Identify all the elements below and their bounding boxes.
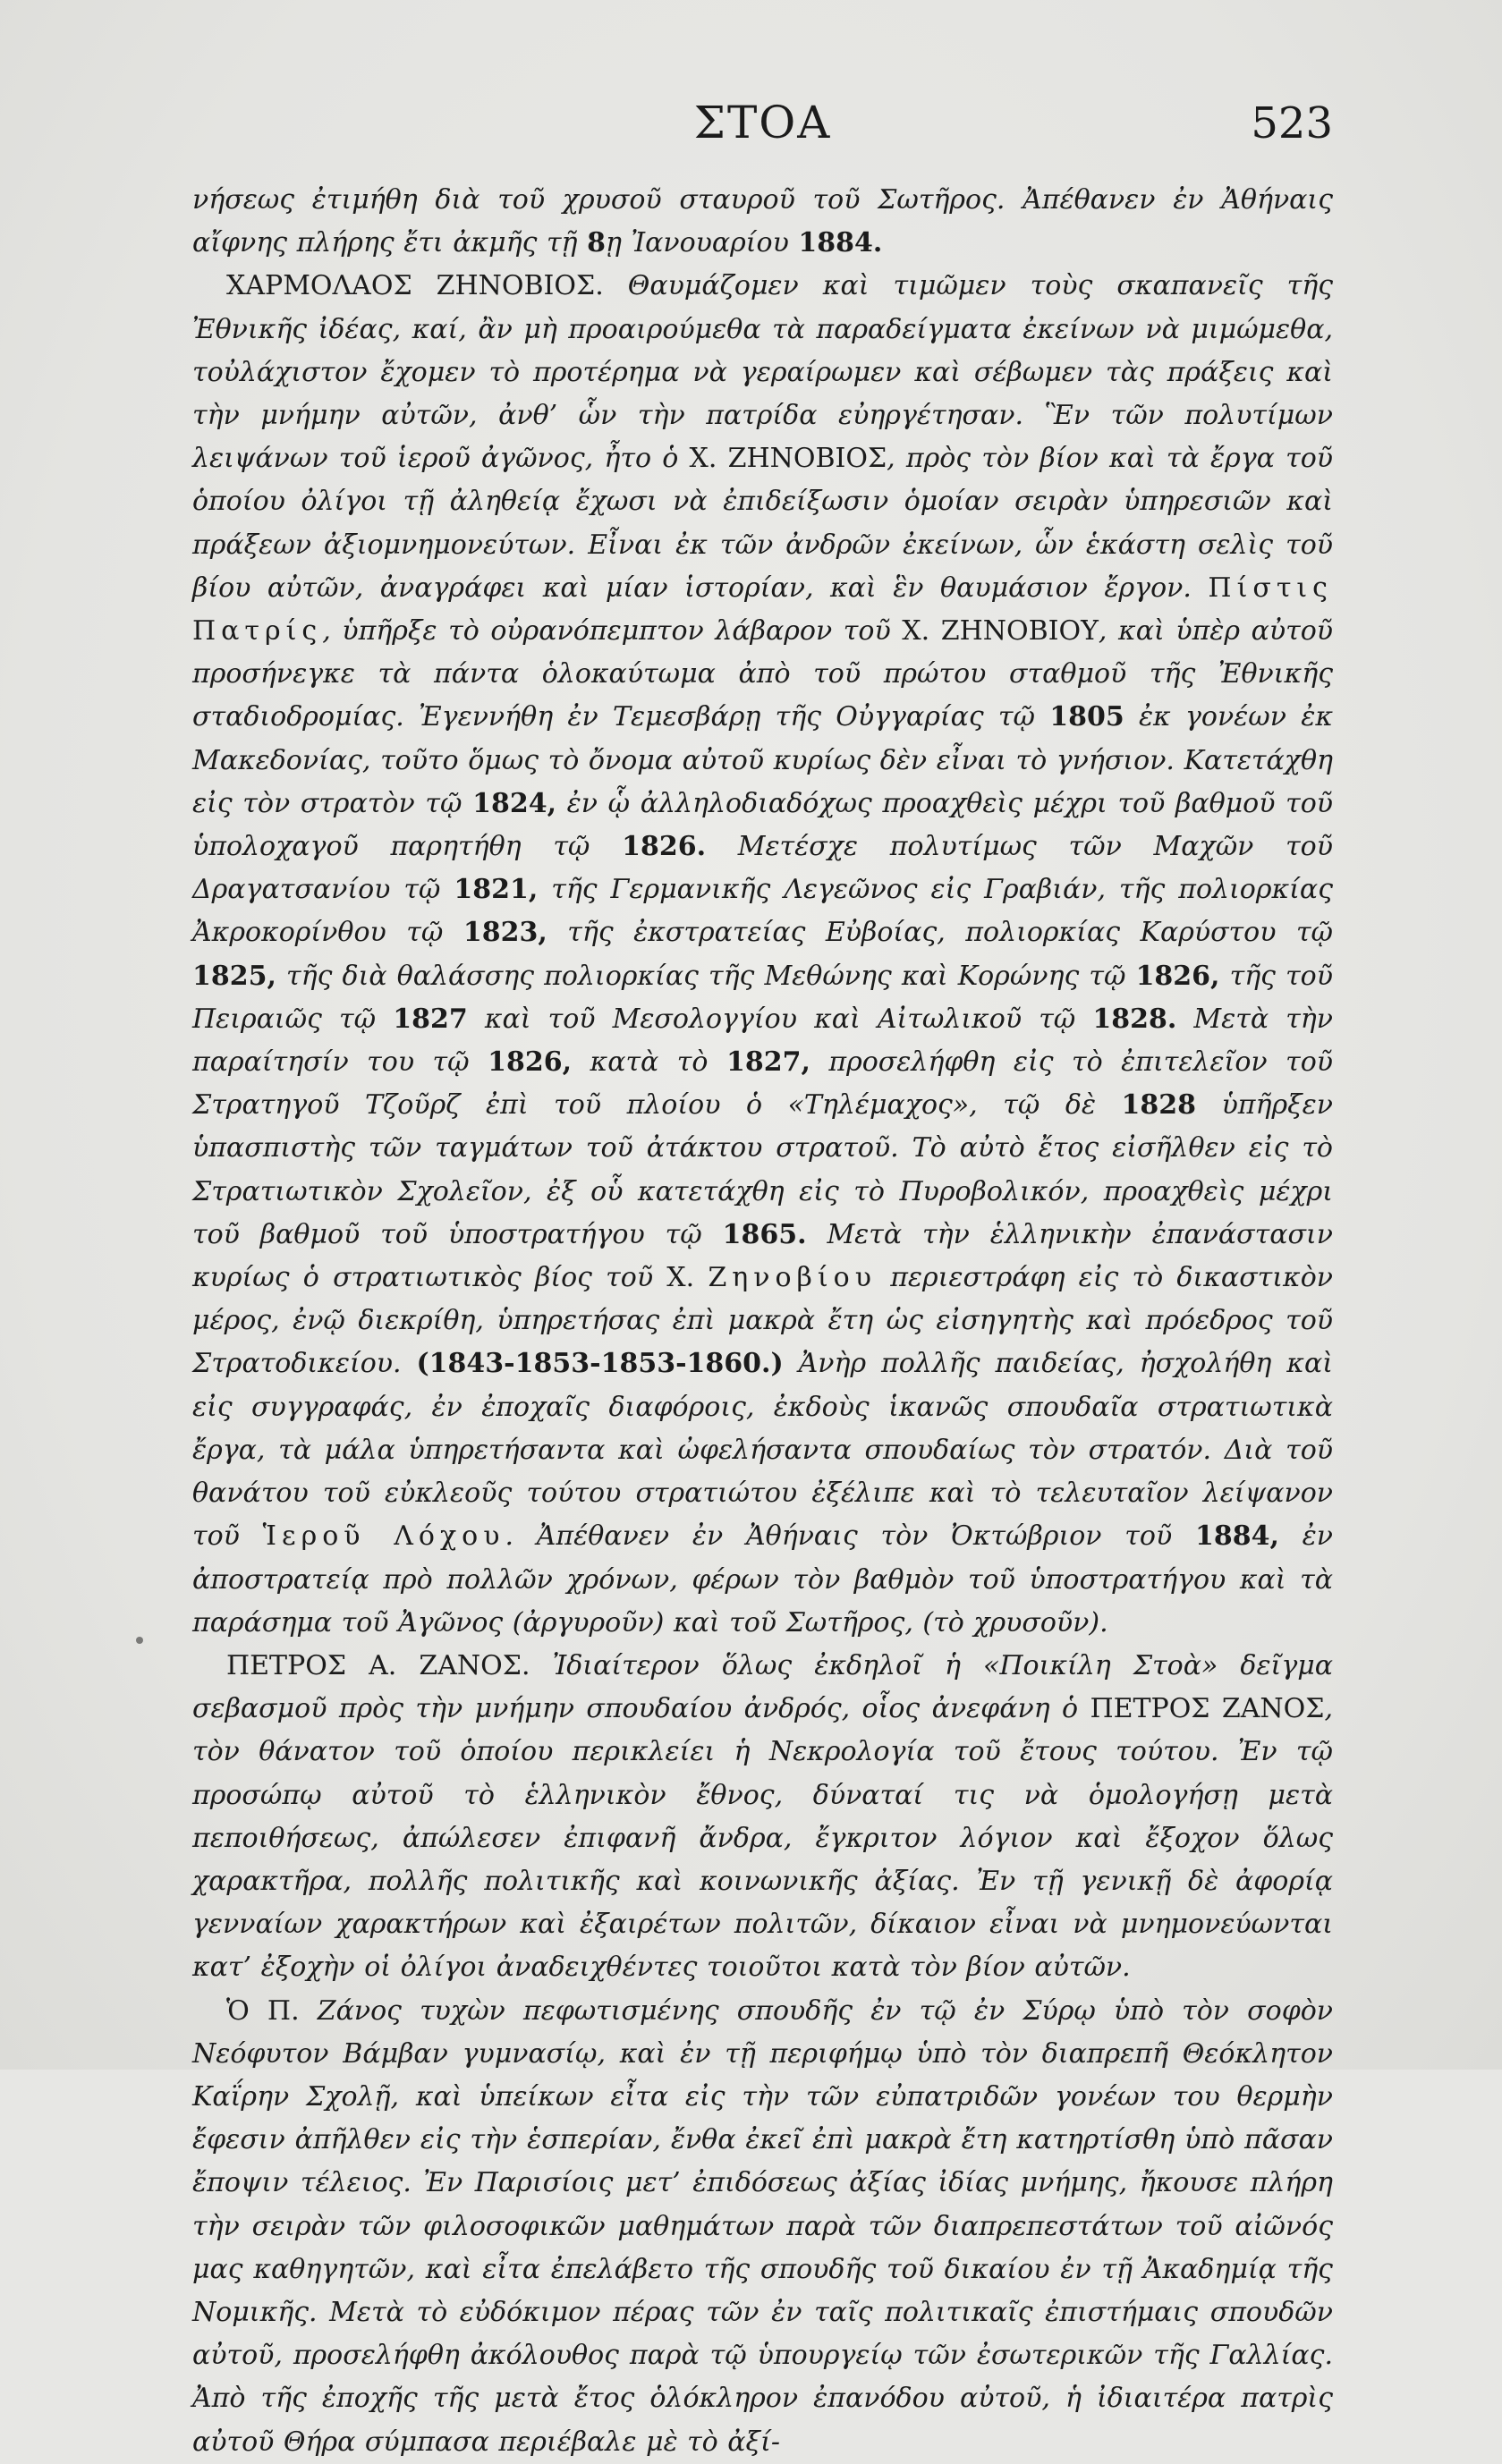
text-run: Πίστις Πατρίς	[192, 572, 1333, 648]
text-run: ΧΑΡΜΟΛΑΟΣ ΖΗΝΟΒΙΟΣ.	[226, 270, 604, 302]
text-run: 1825,	[192, 960, 276, 992]
text-run: Ὁ Π.	[226, 1994, 300, 2027]
text-run: τῆς τοῦ Πειραιῶς τῷ	[192, 960, 1333, 1035]
text-run: 1884.	[798, 227, 883, 259]
text-run: ΠΕΤΡΟΣ ΖΑΝΟΣ	[1090, 1693, 1325, 1725]
text-run: , πρὸς τὸν βίον καὶ τὰ ἔργα τοῦ ὁποίου ὀλίγοι τῇ ἀληθείᾳ ἔχωσι νὰ ἐπιδείξωσιν ὁμοίαν σειρὰν ὑπηρεσιῶν καὶ πράξεων ἀξιομνημονεύτων. Εἶναι ἐκ τῶν ἀνδρῶν ἐκείνων, ὧν ἑκάστη σελὶς τοῦ βίου αὐτῶν, ἀναγράφει καὶ μίαν ἱστορίαν, καὶ ἓν θαυμάσιον ἔργον.	[192, 443, 1333, 604]
text-run: καὶ τοῦ Μεσολογγίου καὶ Αἰτωλικοῦ τῷ	[467, 1003, 1093, 1035]
text-run: ἐν ἀποστρατείᾳ πρὸ πολλῶν χρόνων, φέρων τὸν βαθμὸν τοῦ ὑποστρατήγου καὶ τὰ παράσημα τοῦ Ἀγῶνος (ἀργυροῦν) καὶ τοῦ Σωτῆρος, (τὸ χρυσοῦν).	[192, 1520, 1334, 1638]
print-speck	[136, 1637, 143, 1644]
text-run: τῆς διὰ θαλάσσης πολιορκίας τῆς Μεθώνης καὶ Κορώνης τῷ	[276, 960, 1136, 992]
paragraph	[192, 1990, 1333, 2464]
text-run: 1826,	[1135, 960, 1220, 992]
text-run: Ἀνὴρ πολλῆς παιδείας, ἠσχολήθη καὶ εἰς συγγραφάς, ἐν ἐποχαῖς διαφόροις, ἐκδοὺς ἱκανῶς σπουδαῖα στρατιωτικὰ ἔργα, τὰ μάλα ὑπηρετήσαντα καὶ ὠφελήσαντα σπουδαίως τὸν στρατόν. Διὰ τοῦ θανάτου τοῦ εὐκλεοῦς τούτου στρατιώτου ἐξέλιπε καὶ τὸ τελευταῖον λείψανον τοῦ	[192, 1348, 1333, 1553]
text-run: Χ. ΖΗΝΟΒΙΟΥ	[902, 615, 1099, 648]
text-run	[694, 1262, 708, 1293]
text-run: νήσεως ἐτιμήθη διὰ τοῦ χρυσοῦ σταυροῦ τοῦ Σωτῆρος.	[192, 184, 1023, 216]
text-run: 1826.	[622, 831, 707, 863]
text-run: Θαυμάζομεν καὶ τιμῶμεν τοὺς σκαπανεῖς τῆς Ἐθνικῆς ἰδέας, καί, ἂν μὴ προαιρούμεθα τὰ παραδείγματα ἐκείνων νὰ μιμώμεθα, τοὐλάχιστον ἔχομεν τὸ προτέρημα νὰ γεραίρωμεν καὶ σέβωμεν τὰς πράξεις καὶ τὴν μνήμην αὐτῶν, ἀνθ’ ὧν τὴν πατρίδα εὐηργέτησαν. Ἓν τῶν πολυτίμων λειψάνων τοῦ ἱεροῦ ἀγῶνος, ἦτο ὁ	[192, 270, 1333, 475]
text-run: 1827	[393, 1003, 468, 1035]
text-run: 1821,	[454, 874, 539, 906]
text-run: . Ἀπέθανεν ἐν Ἀθήναις τὸν Ὀκτώβριον τοῦ	[505, 1520, 1195, 1553]
text-run: Μετὰ τὴν παραίτησίν του τῷ	[192, 1003, 1334, 1079]
text-run: 1828.	[1092, 1003, 1177, 1035]
text-run: ῃ Ἰανουαρίου	[605, 227, 799, 259]
text-run: Χ.	[666, 1262, 695, 1294]
text-run: 1827,	[726, 1046, 810, 1079]
paragraph	[192, 265, 1333, 1645]
text-run: Ἀπέθανεν ἐν Ἀθήναις αἴφνης πλήρης ἔτι ἀκμῆς τῇ	[192, 184, 1333, 259]
paragraph	[192, 179, 1333, 265]
text-run: Ἰδιαίτερον ὅλως ἐκδηλοῖ ἡ «Ποικίλη Στοὰ» δεῖγμα σεβασμοῦ πρὸς τὴν μνήμην σπουδαίου ἀνδρός, οἷος ἀνεφάνη ὁ	[192, 1649, 1334, 1725]
text-run: προσελήφθη εἰς τὸ ἐπιτελεῖον τοῦ Στρατηγοῦ Τζοῦρζ ἐπὶ τοῦ πλοίου ὁ «Τηλέμαχος», τῷ δὲ	[192, 1046, 1334, 1122]
text-run: 1823,	[462, 917, 547, 949]
body-text	[192, 179, 1333, 2464]
text-run: 1824,	[472, 787, 557, 819]
text-run: Ζάνος τυχὼν πεφωτισμένης σπουδῆς ἐν τῷ ἐν Σύρῳ ὑπὸ τὸν σοφὸν Νεόφυτον Βάμβαν γυμνασίῳ, καὶ ἐν τῇ περιφήμῳ ὑπὸ τὸν διαπρεπῆ Θεόκλητον Καΐρην Σχολῇ, καὶ ὑπείκων εἶτα εἰς τὴν τῶν εὐπατριδῶν γονέων του θερμὴν ἔφεσιν ἀπῆλθεν εἰς τὴν ἑσπερίαν, ἔνθα ἐκεῖ ἐπὶ μακρὰ ἔτη κατηρτίσθη ὑπὸ πᾶσαν ἔποψιν τέλειος. Ἐν Παρισίοις μετ’ ἐπιδόσεως ἀξίας ἰδίας μνήμης, ἤκουσε πλήρη τὴν σειρὰν τῶν φιλοσοφικῶν μαθημάτων παρὰ τῶν διαπρεπεστάτων τοῦ αἰῶνός μας καθηγητῶν, καὶ εἶτα ἐπελάβετο τῆς σπουδῆς τοῦ δικαίου ἐν τῇ Ἀκαδημίᾳ τῆς Νομικῆς. Μετὰ τὸ εὐδόκιμον πέρας τῶν ἐν ταῖς πολιτικαῖς ἐπιστήμαις σπουδῶν αὐτοῦ, προσελήφθη ἀκόλουθος παρὰ τῷ ὑπουργείῳ τῶν ἐσωτερικῶν τῆς Γαλλίας. Ἀπὸ τῆς ἐποχῆς τῆς μετὰ ἔτος ὁλόκληρον ἐπανόδου αὐτοῦ, ἡ ἰδιαιτέρα πατρὶς αὐτοῦ Θήρα σύμπασα περιέβαλε μὲ τὸ ἀξί-	[192, 1994, 1333, 2458]
text-run: τῆς Γερμανικῆς Λεγεῶνος εἰς Γραβιάν, τῆς πολιορκίας Ἀκροκορίνθου τῷ	[192, 874, 1333, 949]
text-run: ΠΕΤΡΟΣ Α. ΖΑΝΟΣ.	[226, 1649, 530, 1681]
text-run: 1828	[1121, 1089, 1197, 1122]
text-run: Μετέσχε πολυτίμως τῶν Μαχῶν τοῦ Δραγατσανίου τῷ	[192, 831, 1333, 906]
text-run: 1865.	[722, 1218, 807, 1250]
text-run: ἐκ γονέων ἐκ Μακεδονίας, τοῦτο ὅμως τὸ ὄνομα αὐτοῦ κυρίως δὲν εἶναι τὸ γνήσιον. Κατετάχθη εἰς τὸν στρατὸν τῷ	[192, 701, 1333, 819]
text-run: , τὸν θάνατον τοῦ ὁποίου περικλείει ἡ Νεκρολογία τοῦ ἔτους τούτου. Ἐν τῷ προσώπῳ αὐτοῦ τὸ ἑλληνικὸν ἔθνος, δύναταί τις νὰ ὁμολογήσῃ μετὰ πεποιθήσεως, ἀπώλεσεν ἐπιφανῆ ἄνδρα, ἔγκριτον λόγιον καὶ ἔξοχον ὅλως χαρακτῆρα, πολλῆς πολιτικῆς καὶ κοινωνικῆς ἀξίας. Ἐν τῇ γενικῇ δὲ ἀφορίᾳ γενναίων χαρακτήρων καὶ ἐξαιρέτων πολιτῶν, δίκαιον εἶναι νὰ μνημονεύωνται κατ’ ἐξοχὴν οἱ ὀλίγοι ἀναδειχθέντες τοιοῦτοι κατὰ τὸν βίον αὐτῶν.	[192, 1693, 1333, 1984]
text-run: (1843-1853-1853-1860.)	[416, 1348, 784, 1380]
text-run: Ἱεροῦ Λόχου	[262, 1520, 505, 1553]
text-run: , ὑπῆρξε τὸ οὐρανόπεμπτον λάβαρον τοῦ	[322, 615, 903, 648]
text-run: 1805	[1049, 701, 1124, 733]
page-number: 523	[1251, 98, 1333, 148]
text-run: ἐν ᾧ ἀλληλοδιαδόχως προαχθεὶς μέχρι τοῦ βαθμοῦ τοῦ ὑπολοχαγοῦ παρητήθη τῷ	[192, 787, 1333, 863]
text-run: 8	[587, 227, 606, 259]
text-run: 1826,	[488, 1046, 573, 1079]
text-run: περιεστράφη εἰς τὸ δικαστικὸν μέρος, ἐνῷ διεκρίθη, ὑπηρετήσας ἐπὶ μακρὰ ἔτη ὡς εἰσηγητὴς καὶ πρόεδρος τοῦ Στρατοδικείου.	[192, 1262, 1334, 1380]
text-run: 1884,	[1194, 1520, 1279, 1553]
text-run: τῆς ἐκστρατείας Εὐβοίας, πολιορκίας Καρύστου τῷ	[547, 917, 1334, 949]
paragraph	[192, 1645, 1333, 1990]
text-run: Μετὰ τὴν ἑλληνικὴν ἐπανάστασιν κυρίως ὁ στρατιωτικὸς βίος τοῦ	[192, 1218, 1333, 1294]
text-run: Ζηνοβίου	[708, 1262, 877, 1294]
text-run: ὑπῆρξεν ὑπασπιστὴς τῶν ταγμάτων τοῦ ἀτάκτου στρατοῦ. Τὸ αὐτὸ ἔτος εἰσῆλθεν εἰς τὸ Στρατιωτικὸν Σχολεῖον, ἐξ οὗ κατετάχθη εἰς τὸ Πυροβολικόν, προαχθεὶς μέχρι τοῦ βαθμοῦ τοῦ ὑποστρατήγου τῷ	[192, 1089, 1333, 1250]
text-run: Χ. ΖΗΝΟΒΙΟΣ	[689, 443, 887, 475]
running-title: ΣΤΟΑ	[693, 97, 832, 148]
text-run: , καὶ ὑπὲρ αὐτοῦ προσήνεγκε τὰ πάντα ὁλοκαύτωμα ἀπὸ τοῦ πρώτου σταθμοῦ τῆς Ἐθνικῆς σταδιοδρομίας. Ἐγεννήθη ἐν Τεμεσβάρῃ τῆς Οὐγγαρίας τῷ	[192, 615, 1334, 733]
text-run: κατὰ τὸ	[572, 1046, 726, 1079]
running-head	[192, 97, 1333, 159]
